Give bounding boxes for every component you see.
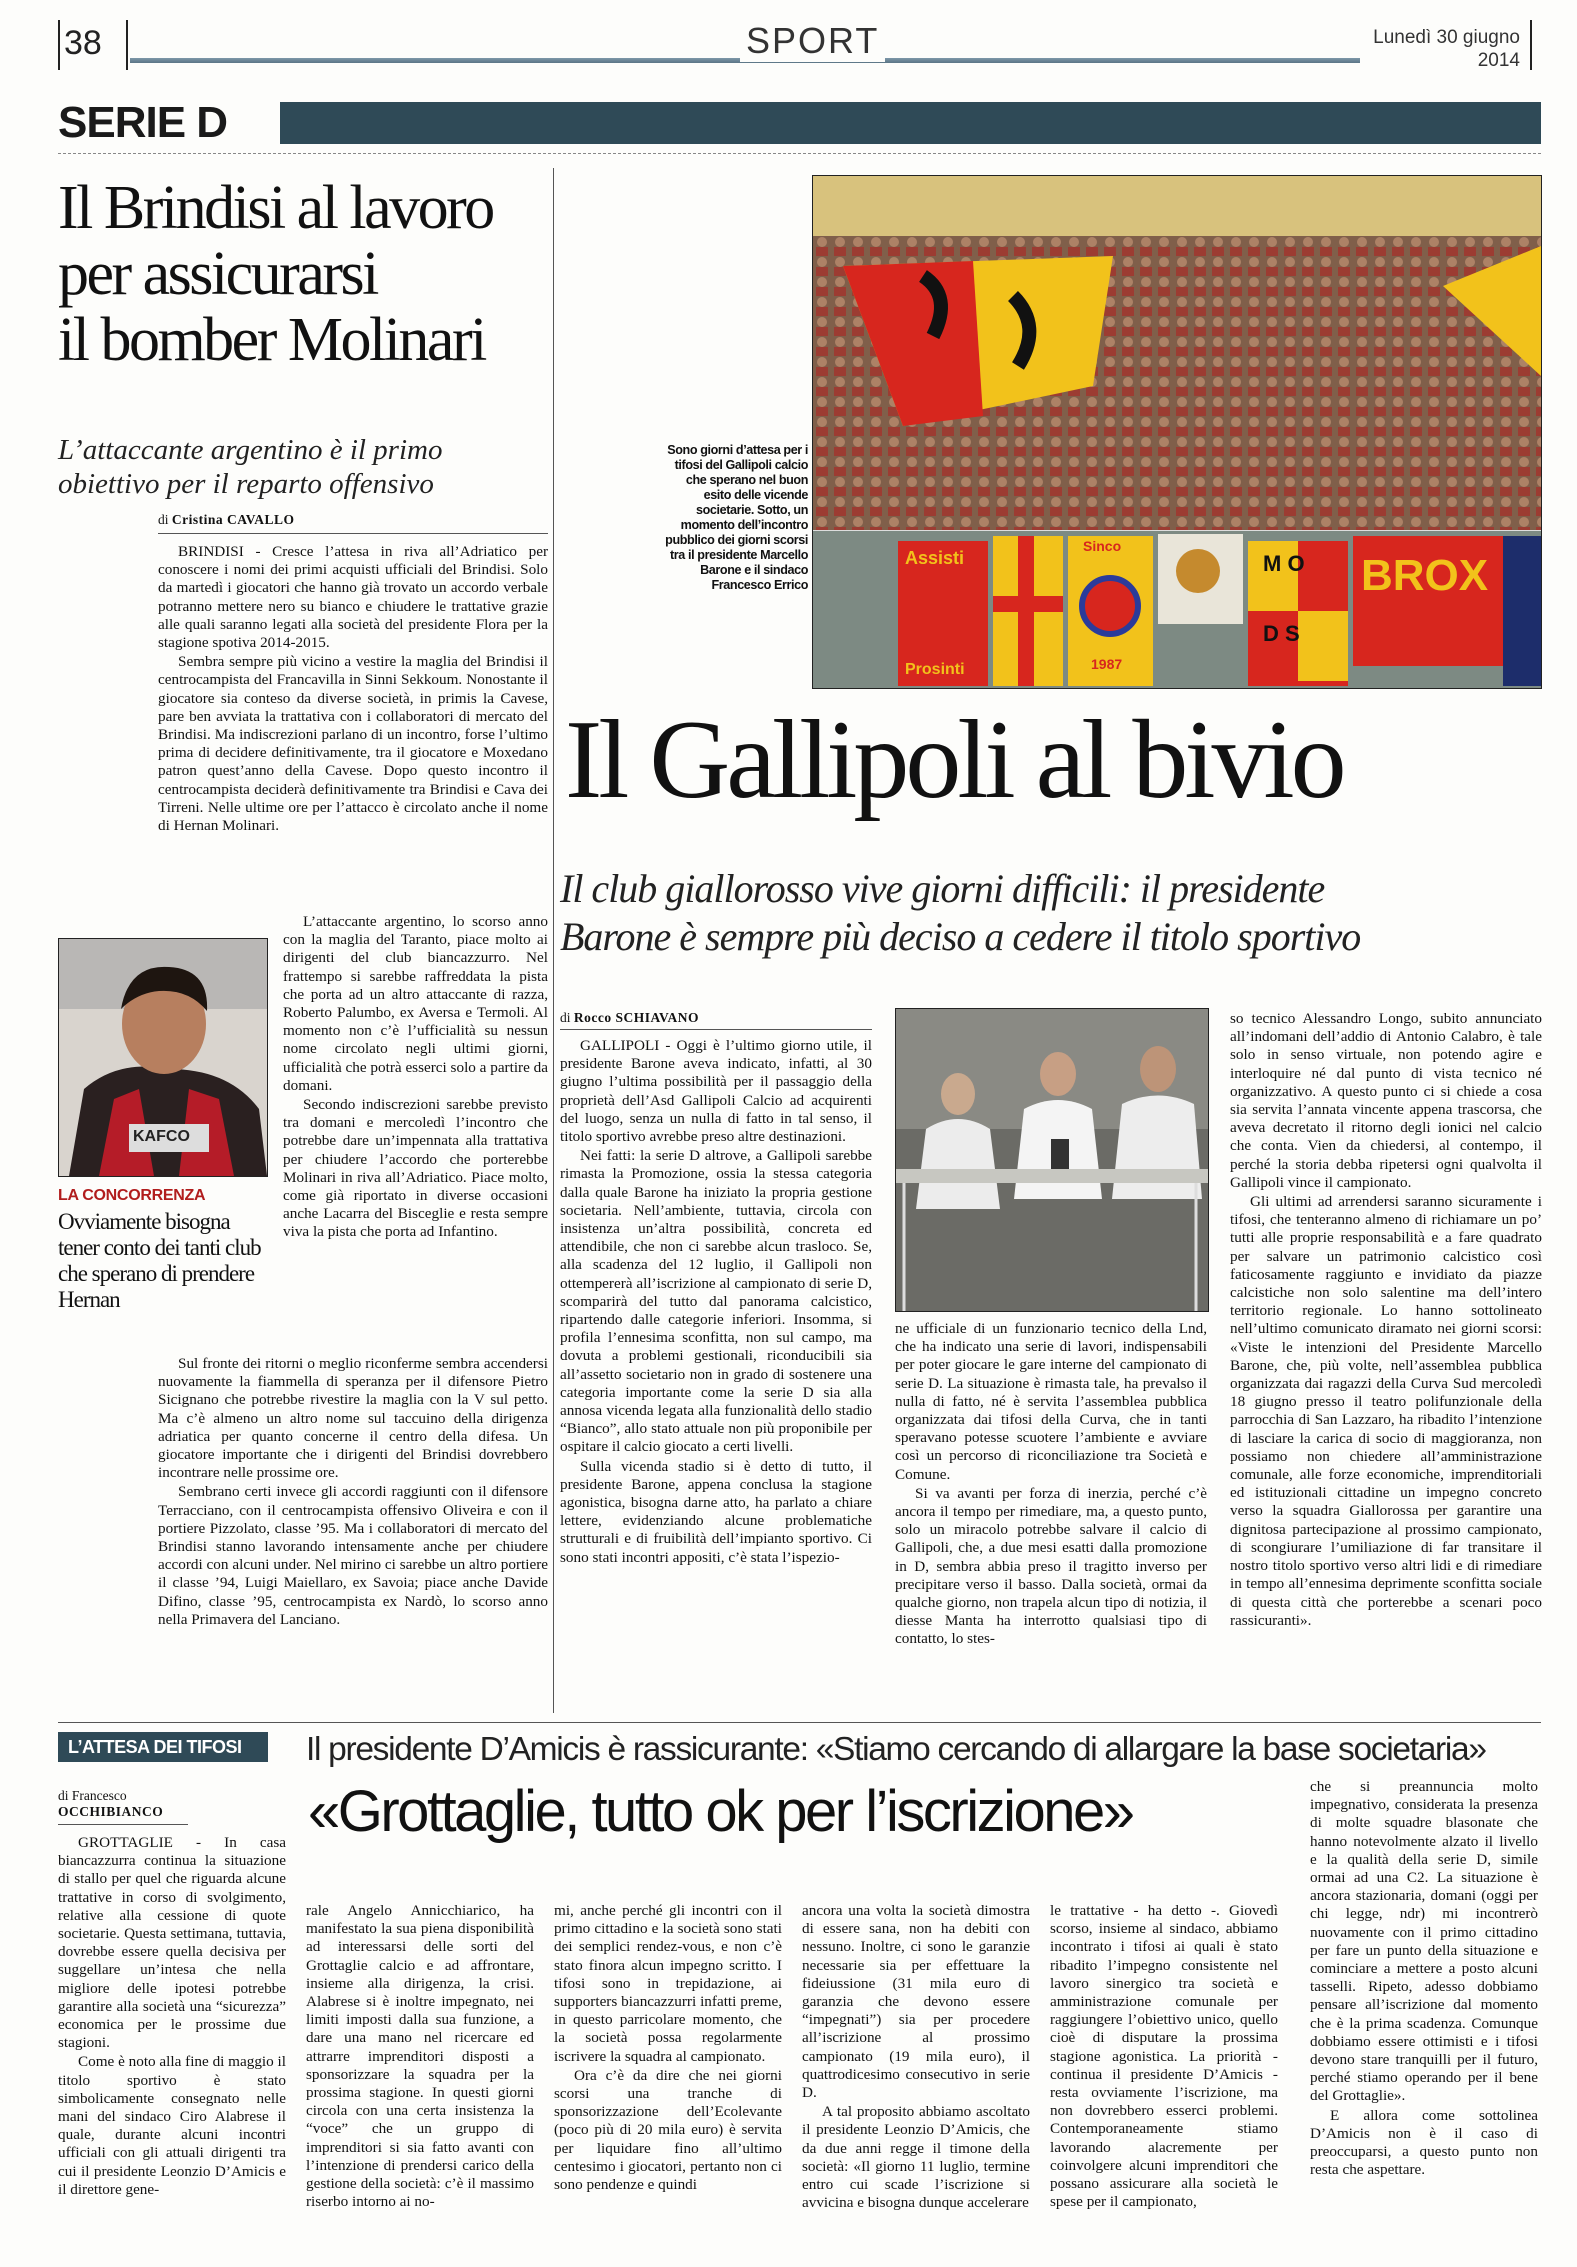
paragraph: Ora c’è da dire che nei giorni scorsi una tranche di sponsorizzazione dell’Ecolevante (poco più di 20 mila euro) è servita per liquidare fino all’ultimo centesimo i giocatori, pertanto non ci sono pendenze e quindi [554, 2066, 782, 2194]
paragraph: Nei fatti: la serie D altrove, a Gallipoli sarebbe rimasta la Promozione, ossia la stessa categoria dalla quale Barone ha iniziato la propria gestione societaria. Nell’ambiente, tuttavia, circola con insistenza un’altra possibilità, concreta ed attendibile, che non ci sarebbe alcun trasloco. Se, alla scadenza del 12 luglio, il Gallipoli non ottempererà all’iscrizione al campionato di serie D, scomparirà del tutto dal panorama calcistico, ripartendo dalle categorie inferiori. Insomma, si profila l’ennesima sconfitta, non sul campo, ma dovuta a problemi gestionali, riconducibili sia all’assetto societario non in grado di sostenere una categoria importante come la serie D sia alla annosa vicenda legata alla funzionalità dello stadio “Bianco”, allo stato attuale non più proponibile per ospitare il calcio giocato a certi livelli. [560, 1147, 872, 1456]
paragraph: BRINDISI - Cresce l’attesa in riva all’Adriatico per conoscere i nomi dei primi acquisti ufficiali del Brindisi. Solo da martedì i giocatori che hanno già trovato un accordo verbale potranno mettere nero su bianco e chiudere le trattative grazie alle quali saranno legati alla società del presidente Flora per la stagione spotiva 2014-2015. [158, 543, 548, 652]
gallipoli-col-3 [1230, 1010, 1542, 1631]
banner-text: Sinco [1083, 538, 1122, 554]
grottaglie-col-5 [1050, 1902, 1278, 2212]
paragraph: Secondo indiscrezioni sarebbe previsto tra domani e mercoledì l’incontro che potrebbe dare un’impennata alla trattativa per chiudere l’accordo che porterebbe Molinari in riva all’Adriatico. Piace molto, come già riportato in diverse occasioni anche Lacarra del Bisceglie e resta sempre viva la pista che porta ad Infantino. [283, 1096, 548, 1241]
banner-text: Prosinti [905, 661, 965, 678]
gallipoli-subtitle-line-2: Barone è sempre più deciso a cedere il titolo sportivo [560, 914, 1361, 959]
grottaglie-kicker-label: L’ATTESA DEI TIFOSI [68, 1737, 242, 1757]
paragraph: mi, anche perché gli incontri con il primo cittadino e la società sono stati dei semplici rendez-vous, e non c’è stato finora alcun impegno scritto. I tifosi sono in trepidazione, ai supporters biancazzurri infatti preme, in questo parricolare momento, che la società possa regolarmente iscrivere la squadra al campionato. [554, 1902, 782, 2065]
paragraph: le trattative - ha detto -. Giovedì scorso, insieme al sindaco, abbiamo incontrato i tifosi ai quali è stato ribadito l’impegno consistente nel lavoro sinergico tra società e amministrazione comunale per raggiungere l’obiettivo unico, quello cioè di disputare la prossima stagione agonistica. La priorità - continua il presidente D’Amicis - resta ovviamente l’iscrizione, ma non dovrebbero esserci problemi. Contemporaneamente stiamo lavorando alacremente per coinvolgere alcuni imprenditori che possano assicurare alla società le spese per il campionato, [1050, 1902, 1278, 2211]
grottaglie-col-3 [554, 1902, 782, 2195]
caption-kicker: LA CONCORRENZA [58, 1187, 206, 1204]
brindisi-subtitle [58, 433, 548, 501]
gallipoli-subtitle-line-1: Il club giallorosso vive giorni difficili: il presidente [560, 866, 1325, 911]
photo-caption: Ovviamente bisogna tener conto dei tanti club che sperano di prendere Hernan [58, 1209, 261, 1312]
banner-text: Assisti [905, 548, 965, 568]
brindisi-body-bottom [158, 1355, 548, 1630]
banner-text: BROX [1361, 551, 1489, 600]
paragraph: so tecnico Alessandro Longo, subito annunciato all’indomani dell’addio di Antonio Calabro, è tale solo in senso virtuale, non potendo agire e interloquire né dal punto di vista tecnico né organizzativo. A questo punto ci si chiede a cosa sia servita l’annata vincente appena trascorsa, che aveva decretato il ritorno degli ionici nel calcio che conta. Vien da chiedersi, al contempo, il perché la storia debba ripetersi ogni qualvolta il Gallipoli vince il campionato. [1230, 1010, 1542, 1191]
header-date [1360, 26, 1520, 72]
serie-d-label: SERIE D [58, 98, 228, 147]
paragraph: Come è noto alla fine di maggio il titolo sportivo è stato simbolicamente consegnato nelle mani del sindaco Ciro Alabrese il quale, durante alcuni incontri ufficiali con gli attuali dirigenti tra cui il presidente Leonzio D’Amicis e il direttore gene- [58, 2053, 286, 2198]
brindisi-subtitle-line-1: L’attaccante argentino è il primo [58, 434, 443, 466]
gallipoli-article [560, 165, 1545, 1720]
gallipoli-col-2 [895, 1320, 1207, 1650]
grottaglie-col-1 [58, 1834, 286, 2200]
meeting-photo [895, 1008, 1209, 1312]
paragraph: Sembra sempre più vicino a vestire la maglia del Brindisi il centrocampista del Francavilla in Sinni Sekkoum. Nonostante il giocatore sia conteso da diverse società, in primis la Cavese, pare ben avviata la trattativa con i collaboratori di mercato del Brindisi. Ma indiscrezioni parlano di un incontro, forse l’ultimo prima di decidere definitivamente, tra il giocatore e Moxedano patron quest’anno della Cavese. Dopo questo incontro il centrocampista deciderà definitivamente tra Brindisi e Cava dei Tirreni. Nelle ultime ore per l’attacco è circolato anche il nome di Hernan Molinari. [158, 653, 548, 835]
grottaglie-headline: «Grottaglie, tutto ok per l’iscrizione» [308, 1779, 1133, 1844]
brindisi-headline [58, 175, 548, 373]
gallipoli-col-1 [560, 1037, 872, 1568]
section-title: SPORT [740, 20, 885, 62]
grottaglie-col-2 [306, 1902, 534, 2212]
paragraph: ne ufficiale di un funzionario tecnico della Lnd, che ha indicato una serie di lavori, indispensabili per poter giocare le gare interne del campionato di serie D. La situazione è rimasta tale, ha prevalso il nulla di fatto, né è servita l’assemblea pubblica organizzata dai tifosi della Curva, che in tanti speravano potesse scuotere l’ambiente e avviare così un percorso di riconciliazione tra Società e Comune. [895, 1320, 1207, 1483]
brindisi-byline: di Cristina CAVALLO [158, 512, 295, 527]
fans-photo [812, 175, 1542, 689]
paragraph: Gli ultimi ad arrendersi saranno sicuramente i tifosi, che tenteranno almeno di richiamare un po’ tutti alle proprie responsabilità e a fare quadrato per salvare un patrimonio calcistico così faticosamente raggiunto e invidiato da piazze calcistiche non solo salentine ma dell’intero territorio regionale. Lo hanno sottolineato nell’ultimo comunicato diramato nei giorni scorsi: «Viste le intenzioni del Presidente Marcello Barone, che, più volte, nell’assemblea pubblica organizzata dai ragazzi della Curva Sud mercoledì 18 giugno presso il teatro polifunzionale della parrocchia di San Lazzaro, ha ribadito l’intenzione di lasciare la carica di socio di maggioranza, non possiamo non chiedere all’amministrazione comunale, alle forze economiche, imprenditoriali ed istituzionali cittadine un impegno concreto verso la squadra Giallorossa per garantire una dignitosa partecipazione al prossimo campionato, di scongiurare l’umiliazione di far transitare il nostro titolo sportivo verso altri lidi e di rimediare in tempo all’ennesima deprimente sconfitta sociale di questa città che porterebbe a scenari poco rassicuranti». [1230, 1193, 1542, 1629]
grottaglie-article [58, 1728, 1541, 2263]
brindisi-body-top [158, 543, 548, 836]
banner-text: M O [1263, 551, 1305, 576]
paragraph: rale Angelo Annicchiarico, ha manifestato la sua piena disponibilità ad interessarsi delle sorti del Grottaglie calcio e ad affrontare, insieme alla dirigenza, la crisi. Alabrese si è inoltre impegnato, nei limiti imposti dalla sua funzione, a dare una mano nel ricercare ed attrarre imprenditori disposti a sponsorizzare la squadra per la prossima stagione. In questi giorni circola con una certa insistenza la “voce” che un gruppo di imprenditori si sia fatto avanti con l’intenzione di prendersi carico della gestione della società: c’è il massimo riserbo intorno ai no- [306, 1902, 534, 2211]
page-header [0, 0, 1577, 95]
grottaglie-col-6 [1310, 1778, 1538, 2180]
grottaglie-byline: di Francesco OCCHIBIANCO [58, 1788, 164, 1819]
paragraph: Sembrano certi invece gli accordi raggiunti con il difensore Terracciano, con il centrocampista offensivo Oliveira e con il portiere Pizzolato, classe ’95. Ma i collaboratori di mercato del Brindisi stanno lavorando intensamente anche per chiudere accordi con alcuni under. Nel mirino ci sarebbe un altro portiere il classe ’94, Luigi Maiellaro, ex Savoia; piace anche Davide Difino, classe ’95, centrocampista ex Nardò, lo scorso anno nella Primavera del Lanciano. [158, 1483, 548, 1628]
gallipoli-author: Rocco SCHIAVANO [573, 1010, 700, 1025]
gallipoli-byline: di Rocco SCHIAVANO [560, 1010, 700, 1025]
meeting-illustration [896, 1009, 1208, 1311]
banner-text: 1987 [1091, 656, 1123, 672]
grottaglie-col-4 [802, 1902, 1030, 2213]
shirt-sponsor-text: KAFCO [133, 1128, 190, 1145]
grottaglie-author: OCCHIBIANCO [58, 1804, 164, 1819]
date-line-1: Lunedì 30 giugno [1373, 27, 1520, 48]
brindisi-subtitle-line-2: obiettivo per il reparto offensivo [58, 468, 434, 500]
paragraph: L’attaccante argentino, lo scorso anno con la maglia del Taranto, piace molto ai dirigenti del club biancazzurro. Nel frattempo si sarebbe raffreddata la pista che porta ad un altro attaccante di razza, Roberto Palumbo, ex Aversa e Termoli. Al momento non c’è l’ufficialità su nessun nome circolato negli ultimi giorni, ufficialità che potrà esserci solo a partire da domani. [283, 913, 548, 1094]
paragraph: Sulla vicenda stadio si è detto di tutto, il presidente Barone, appena conclusa la stagione agonistica, bisogna darne atto, ha parlato a chiare lettere, evidenziando alcune problematiche strutturali e di fruibilità dell’impianto sportivo. Ci sono stati incontri appositi, c’è stata l’ispezio- [560, 1457, 872, 1566]
paragraph: Sul fronte dei ritorni o meglio riconferme sembra accendersi nuovamente la fiammella di speranza per il difensore Pietro Sicignano che potrebbe rivestire la maglia con la V sul petto. Ma c’è almeno un altro nome sul taccuino della dirigenza adriatica per quanto concerne il centro della difesa. Un giocatore importante che i dirigenti del Brindisi dovrebbero incontrare nelle prossime ore. [158, 1355, 548, 1482]
paragraph: che si preannuncia molto impegnativo, considerata la presenza di molte squadre blasonate che hanno notevolmente alzato il livello e la qualità della serie D, simile ormai ad una C2. La situazione è ancora stazionaria, domani (oggi per chi legge, ndr) mi incontrerò nuovamente con il primo cittadino per fare un punto della situazione e cominciare a mettere a posto alcuni tasselli. Ripeto, adesso dobbiamo pensare all’iscrizione dal momento che è la prima scadenza. Comunque dobbiamo essere ottimisti e i tifosi devono stare tranquilli per il futuro, perché stiamo operando per il bene del Grottaglie». [1310, 1778, 1538, 2105]
gallipoli-photo-caption: Sono giorni d’attesa per i tifosi del Gallipoli calcio che sperano nel buon esito delle vicende societarie. Sotto, un momento dell’incontro pubblico dei giorni scorsi tra il presidente Marcello Barone e il sindaco Francesco Errico [665, 443, 808, 592]
brindisi-body-narrow [283, 913, 548, 1243]
paragraph: Si va avanti per forza di inerzia, perché c’è ancora il tempo per rimediare, ma, a questo punto, solo un miracolo potrebbe salvare il calcio di Gallipoli, che, a due mesi esatti dalla promozione in D, sembra abbia preso il tragitto inverso per precipitare verso il basso. Dalla società, ormai da qualche giorno, non trapela alcun tipo di notizia, il diesse Manta ha interrotto qualsiasi tipo di contatto, lo stes- [895, 1484, 1207, 1648]
brindisi-headline-line-2: per assicurarsi [58, 240, 377, 308]
serie-d-band [58, 98, 1541, 148]
gallipoli-subtitle [560, 865, 1545, 961]
banner-text: D S [1263, 621, 1300, 646]
date-line-2: 2014 [1477, 50, 1520, 71]
brindisi-article [58, 165, 548, 1720]
paragraph: GALLIPOLI - Oggi è l’ultimo giorno utile, il presidente Barone aveva indicato, infatti, al 30 giugno l’ultima possibilità per il passaggio della proprietà dell’Asd Gallipoli Calcio ad acquirenti del luogo, senza un nulla di fatto in tal senso, il titolo sportivo avrebbe preso altre destinazioni. [560, 1037, 872, 1146]
gallipoli-headline: Il Gallipoli al bivio [565, 698, 1343, 822]
paragraph: E allora come sottolinea D’Amicis non è il caso di preoccuparsi, a questo punto non resta che aspettare. [1310, 2106, 1538, 2179]
paragraph: ancora una volta la società dimostra di essere sana, non ha debiti con nessuno. Inoltre, ci sono le garanzie necessarie sia per effettuare la fideiussione (31 mila euro di garanzia che devono essere “impegnati”) sia per procedere all’iscrizione al prossimo campionato (19 mila euro), il quattrodicesimo consecutivo in serie D. [802, 1902, 1030, 2102]
brindisi-author: Cristina CAVALLO [171, 512, 295, 527]
page-number: 38 [64, 24, 102, 62]
grottaglie-kicker [58, 1732, 268, 1762]
molinari-photo [58, 938, 268, 1177]
brindisi-headline-line-1: Il Brindisi al lavoro [58, 174, 493, 242]
column-divider [553, 168, 554, 1713]
grottaglie-overline: Il presidente D’Amicis è rassicurante: «Stiamo cercando di allargare la base societaria» [306, 1731, 1486, 1768]
brindisi-headline-line-3: il bomber Molinari [58, 306, 485, 374]
fans-illustration [813, 176, 1541, 688]
paragraph: A tal proposito abbiamo ascoltato il presidente Leonzio D’Amicis, che da due anni regge il timone della società: «Il giorno 11 luglio, termine entro cui scade l’iscrizione si avvicina e bisogna dunque accelerare [802, 2103, 1030, 2212]
paragraph: GROTTAGLIE - In casa biancazzurra continua la situazione di stallo per quel che riguarda alcune trattative in corso di svolgimento, relative alla cessione di quote societarie. Questa settimana, tuttavia, dovrebbe essere quella decisiva per suggellare un’intesa che nella migliore delle ipotesi potrebbe garantire alla società una “sicurezza” economica per le prossime due stagioni. [58, 1834, 286, 2052]
